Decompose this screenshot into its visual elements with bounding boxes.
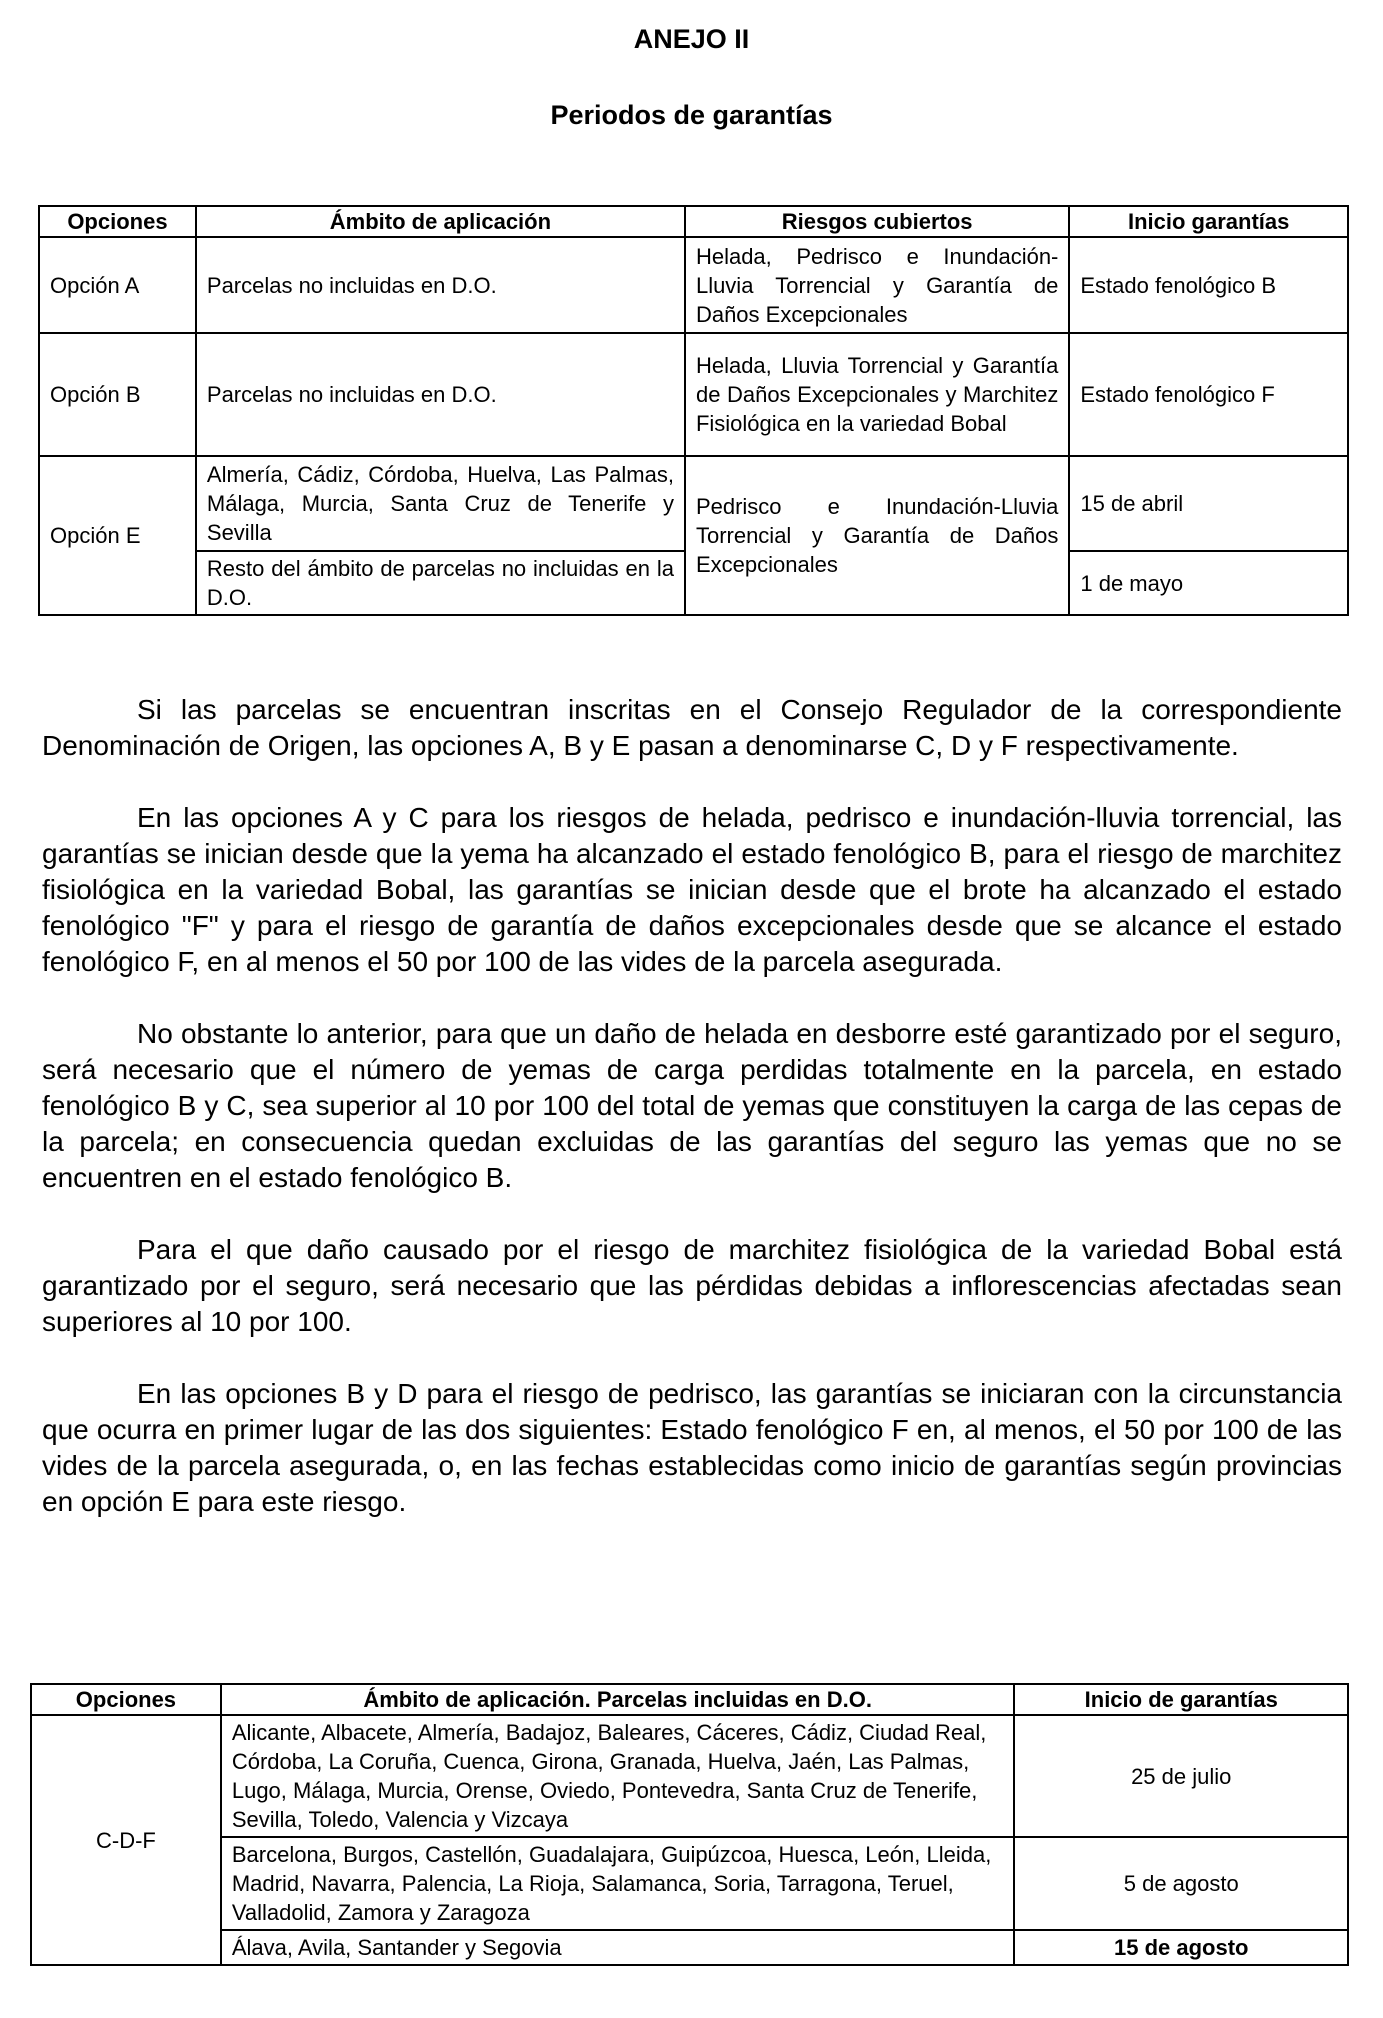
document-subtitle: Periodos de garantías [550,100,833,130]
scope-cell: Parcelas no incluidas en D.O. [196,333,685,456]
option-cell: C-D-F [31,1715,221,1965]
start-cell: Estado fenológico B [1069,237,1348,333]
scope-cell: Resto del ámbito de parcelas no incluidas en la D.O. [196,551,685,615]
start-cell: 5 de agosto [1014,1837,1348,1930]
guarantee-periods-table [38,205,1349,616]
scope-cell: Almería, Cádiz, Córdoba, Huelva, Las Palmas, Málaga, Murcia, Santa Cruz de Tenerife y Sevilla [196,456,685,551]
column-header-ambito: Ámbito de aplicación [196,206,685,237]
table-row [39,456,1348,551]
scope-cell: Parcelas no incluidas en D.O. [196,237,685,333]
column-header-inicio: Inicio de garantías [1014,1684,1348,1715]
paragraph: Si las parcelas se encuentran inscritas en el Consejo Regulador de la correspondiente Denominación de Origen, las opciones A, B y E pasan a denominarse C, D y F respectivamente. [42,694,1342,761]
table-row [39,237,1348,333]
paragraph: Para el que daño causado por el riesgo de marchitez fisiológica de la variedad Bobal está garantizado por el seguro, será necesario que las pérdidas debidas a inflorescencias afectadas sean superiores al 10 por 100. [42,1234,1342,1337]
start-cell: Estado fenológico F [1069,333,1348,456]
table-row [31,1837,1348,1930]
document-title: ANEJO II [633,24,750,54]
column-header-inicio: Inicio garantías [1069,206,1348,237]
table-header-row [39,206,1348,237]
body-text [42,692,1342,1556]
column-header-ambito: Ámbito de aplicación. Parcelas incluidas en D.O. [221,1684,1015,1715]
risks-cell: Pedrisco e Inundación-Lluvia Torrencial y Garantía de Daños Excepcionales [685,456,1069,615]
option-cell: Opción B [39,333,196,456]
table-row [31,1930,1348,1965]
column-header-riesgos: Riesgos cubiertos [685,206,1069,237]
scope-cell: Barcelona, Burgos, Castellón, Guadalajara, Guipúzcoa, Huesca, León, Lleida, Madrid, Navarra, Palencia, La Rioja, Salamanca, Soria, Tarragona, Teruel, Valladolid, Zamora y Zaragoza [221,1837,1015,1930]
column-header-opciones: Opciones [31,1684,221,1715]
start-cell: 15 de abril [1069,456,1348,551]
scope-cell: Álava, Avila, Santander y Segovia [221,1930,1015,1965]
option-cell: Opción A [39,237,196,333]
paragraph: No obstante lo anterior, para que un daño de helada en desborre esté garantizado por el seguro, será necesario que el número de yemas de carga perdidas totalmente en la parcela, en estado fenológico B y C, sea superior al 10 por 100 del total de yemas que constituyen la carga de las cepas de la parcela; en consecuencia quedan excluidas de las garantías del seguro las yemas que no se encuentren en el estado fenológico B. [42,1018,1342,1193]
table-row [39,333,1348,456]
risks-cell: Helada, Lluvia Torrencial y Garantía de Daños Excepcionales y Marchitez Fisiológica en la variedad Bobal [685,333,1069,456]
paragraph: En las opciones A y C para los riesgos de helada, pedrisco e inundación-lluvia torrencial, las garantías se inician desde que la yema ha alcanzado el estado fenológico B, para el riesgo de marchitez fisiológica en la variedad Bobal, las garantías se inician desde que el brote ha alcanzado el estado fenológico "F" y para el riesgo de garantía de daños excepcionales desde que se alcance el estado fenológico F, en al menos el 50 por 100 de las vides de la parcela asegurada. [42,802,1342,977]
scope-cell: Alicante, Albacete, Almería, Badajoz, Baleares, Cáceres, Cádiz, Ciudad Real, Córdoba, La Coruña, Cuenca, Girona, Granada, Huelva, Jaén, Las Palmas, Lugo, Málaga, Murcia, Orense, Oviedo, Pontevedra, Santa Cruz de Tenerife, Sevilla, Toledo, Valencia y Vizcaya [221,1715,1015,1837]
start-cell: 15 de agosto [1014,1930,1348,1965]
table-header-row [31,1684,1348,1715]
risks-cell: Helada, Pedrisco e Inundación-Lluvia Torrencial y Garantía de Daños Excepcionales [685,237,1069,333]
paragraph: En las opciones B y D para el riesgo de pedrisco, las garantías se iniciaran con la circunstancia que ocurra en primer lugar de las dos siguientes: Estado fenológico F en, al menos, el 50 por 100 de las vides de la parcela asegurada, o, en las fechas establecidas como inicio de garantías según provincias en opción E para este riesgo. [42,1378,1342,1517]
table-row [31,1715,1348,1837]
column-header-opciones: Opciones [39,206,196,237]
included-do-table [30,1683,1349,1966]
option-cell: Opción E [39,456,196,615]
start-cell: 1 de mayo [1069,551,1348,615]
start-cell: 25 de julio [1014,1715,1348,1837]
